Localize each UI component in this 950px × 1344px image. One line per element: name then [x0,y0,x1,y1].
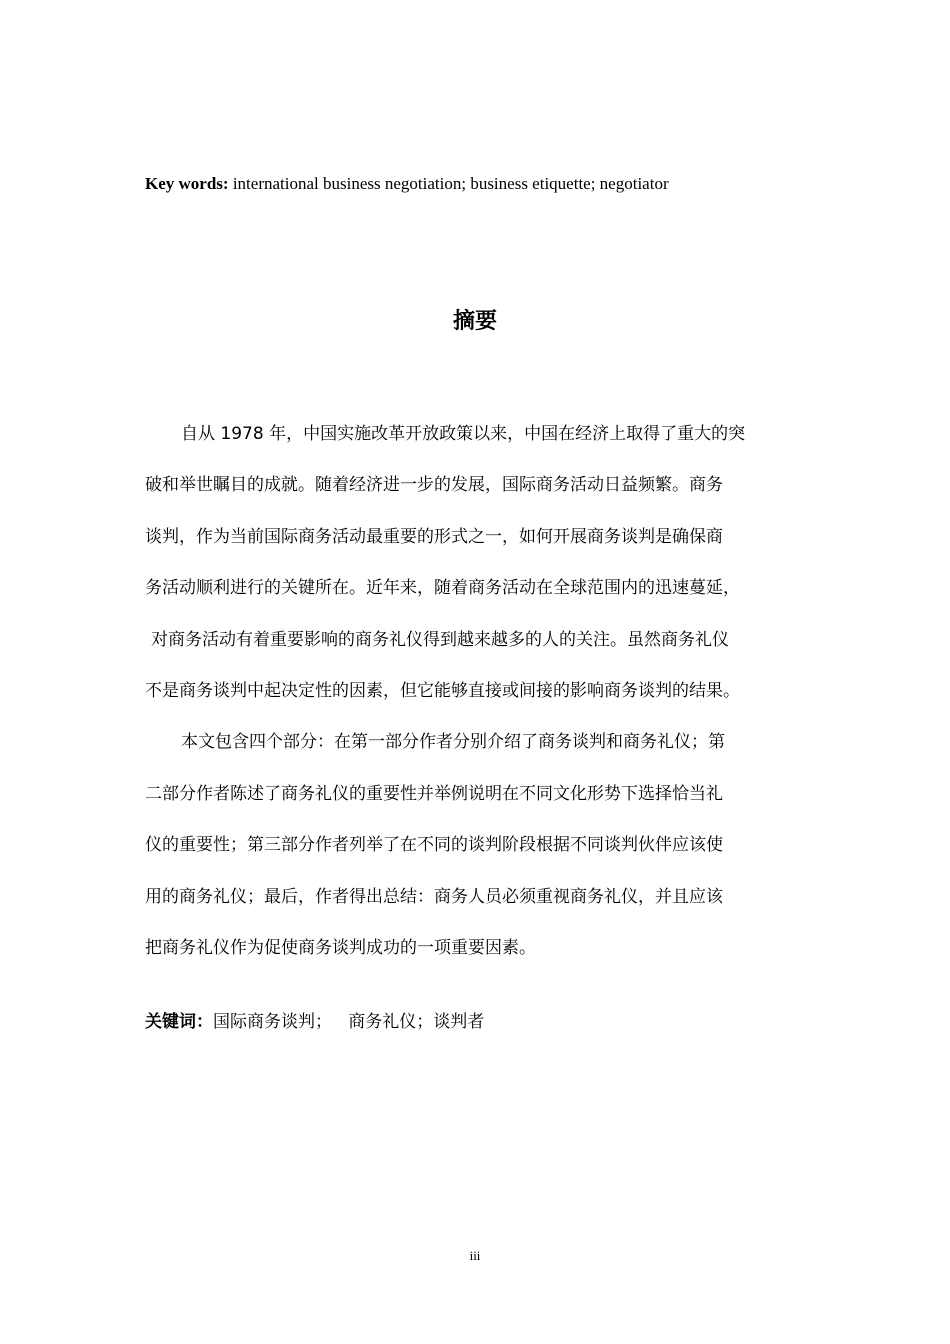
keywords-chinese-text: 国际商务谈判； 商务礼仪；谈判者 [213,1012,485,1032]
abstract-line: 破和举世瞩目的成就。随着经济进一步的发展，国际商务活动日益频繁。商务 [145,475,723,496]
abstract-line: 谈判，作为当前国际商务活动最重要的形式之一，如何开展商务谈判是确保商 [145,526,723,547]
abstract-line: 务活动顺利进行的关键所在。近年来，随着商务活动在全球范围内的迅速蔓延， [145,578,740,599]
abstract-title: 摘要 [452,309,497,334]
abstract-line: 把商务礼仪作为促使商务谈判成功的一项重要因素。 [145,937,536,958]
keywords-english [145,172,669,196]
abstract-line: 二部分作者陈述了商务礼仪的重要性并举例说明在不同文化形势下选择恰当礼 [145,783,723,804]
keywords-english-text: international business negotiation; business etiquette; negotiator [228,174,669,193]
page-number: iii [469,1248,481,1263]
abstract-body [145,418,813,983]
keywords-english-label: Key words: [145,174,229,193]
abstract-line: 用的商务礼仪；最后，作者得出总结：商务人员必须重视商务礼仪，并且应该 [145,886,723,907]
keywords-chinese [145,1008,484,1036]
abstract-line: 仪的重要性；第三部分作者列举了在不同的谈判阶段根据不同谈判伙伴应该使 [145,835,723,856]
abstract-line: 对商务活动有着重要影响的商务礼仪得到越来越多的人的关注。虽然商务礼仪 [151,629,729,650]
abstract-line: 自从 1978 年，中国实施改革开放政策以来，中国在经济上取得了重大的突 [181,424,746,444]
abstract-line: 不是商务谈判中起决定性的因素，但它能够直接或间接的影响商务谈判的结果。 [145,680,740,701]
abstract-line: 本文包含四个部分：在第一部分作者分别介绍了商务谈判和商务礼仪；第 [181,732,725,753]
keywords-chinese-label: 关键词： [145,1012,213,1032]
